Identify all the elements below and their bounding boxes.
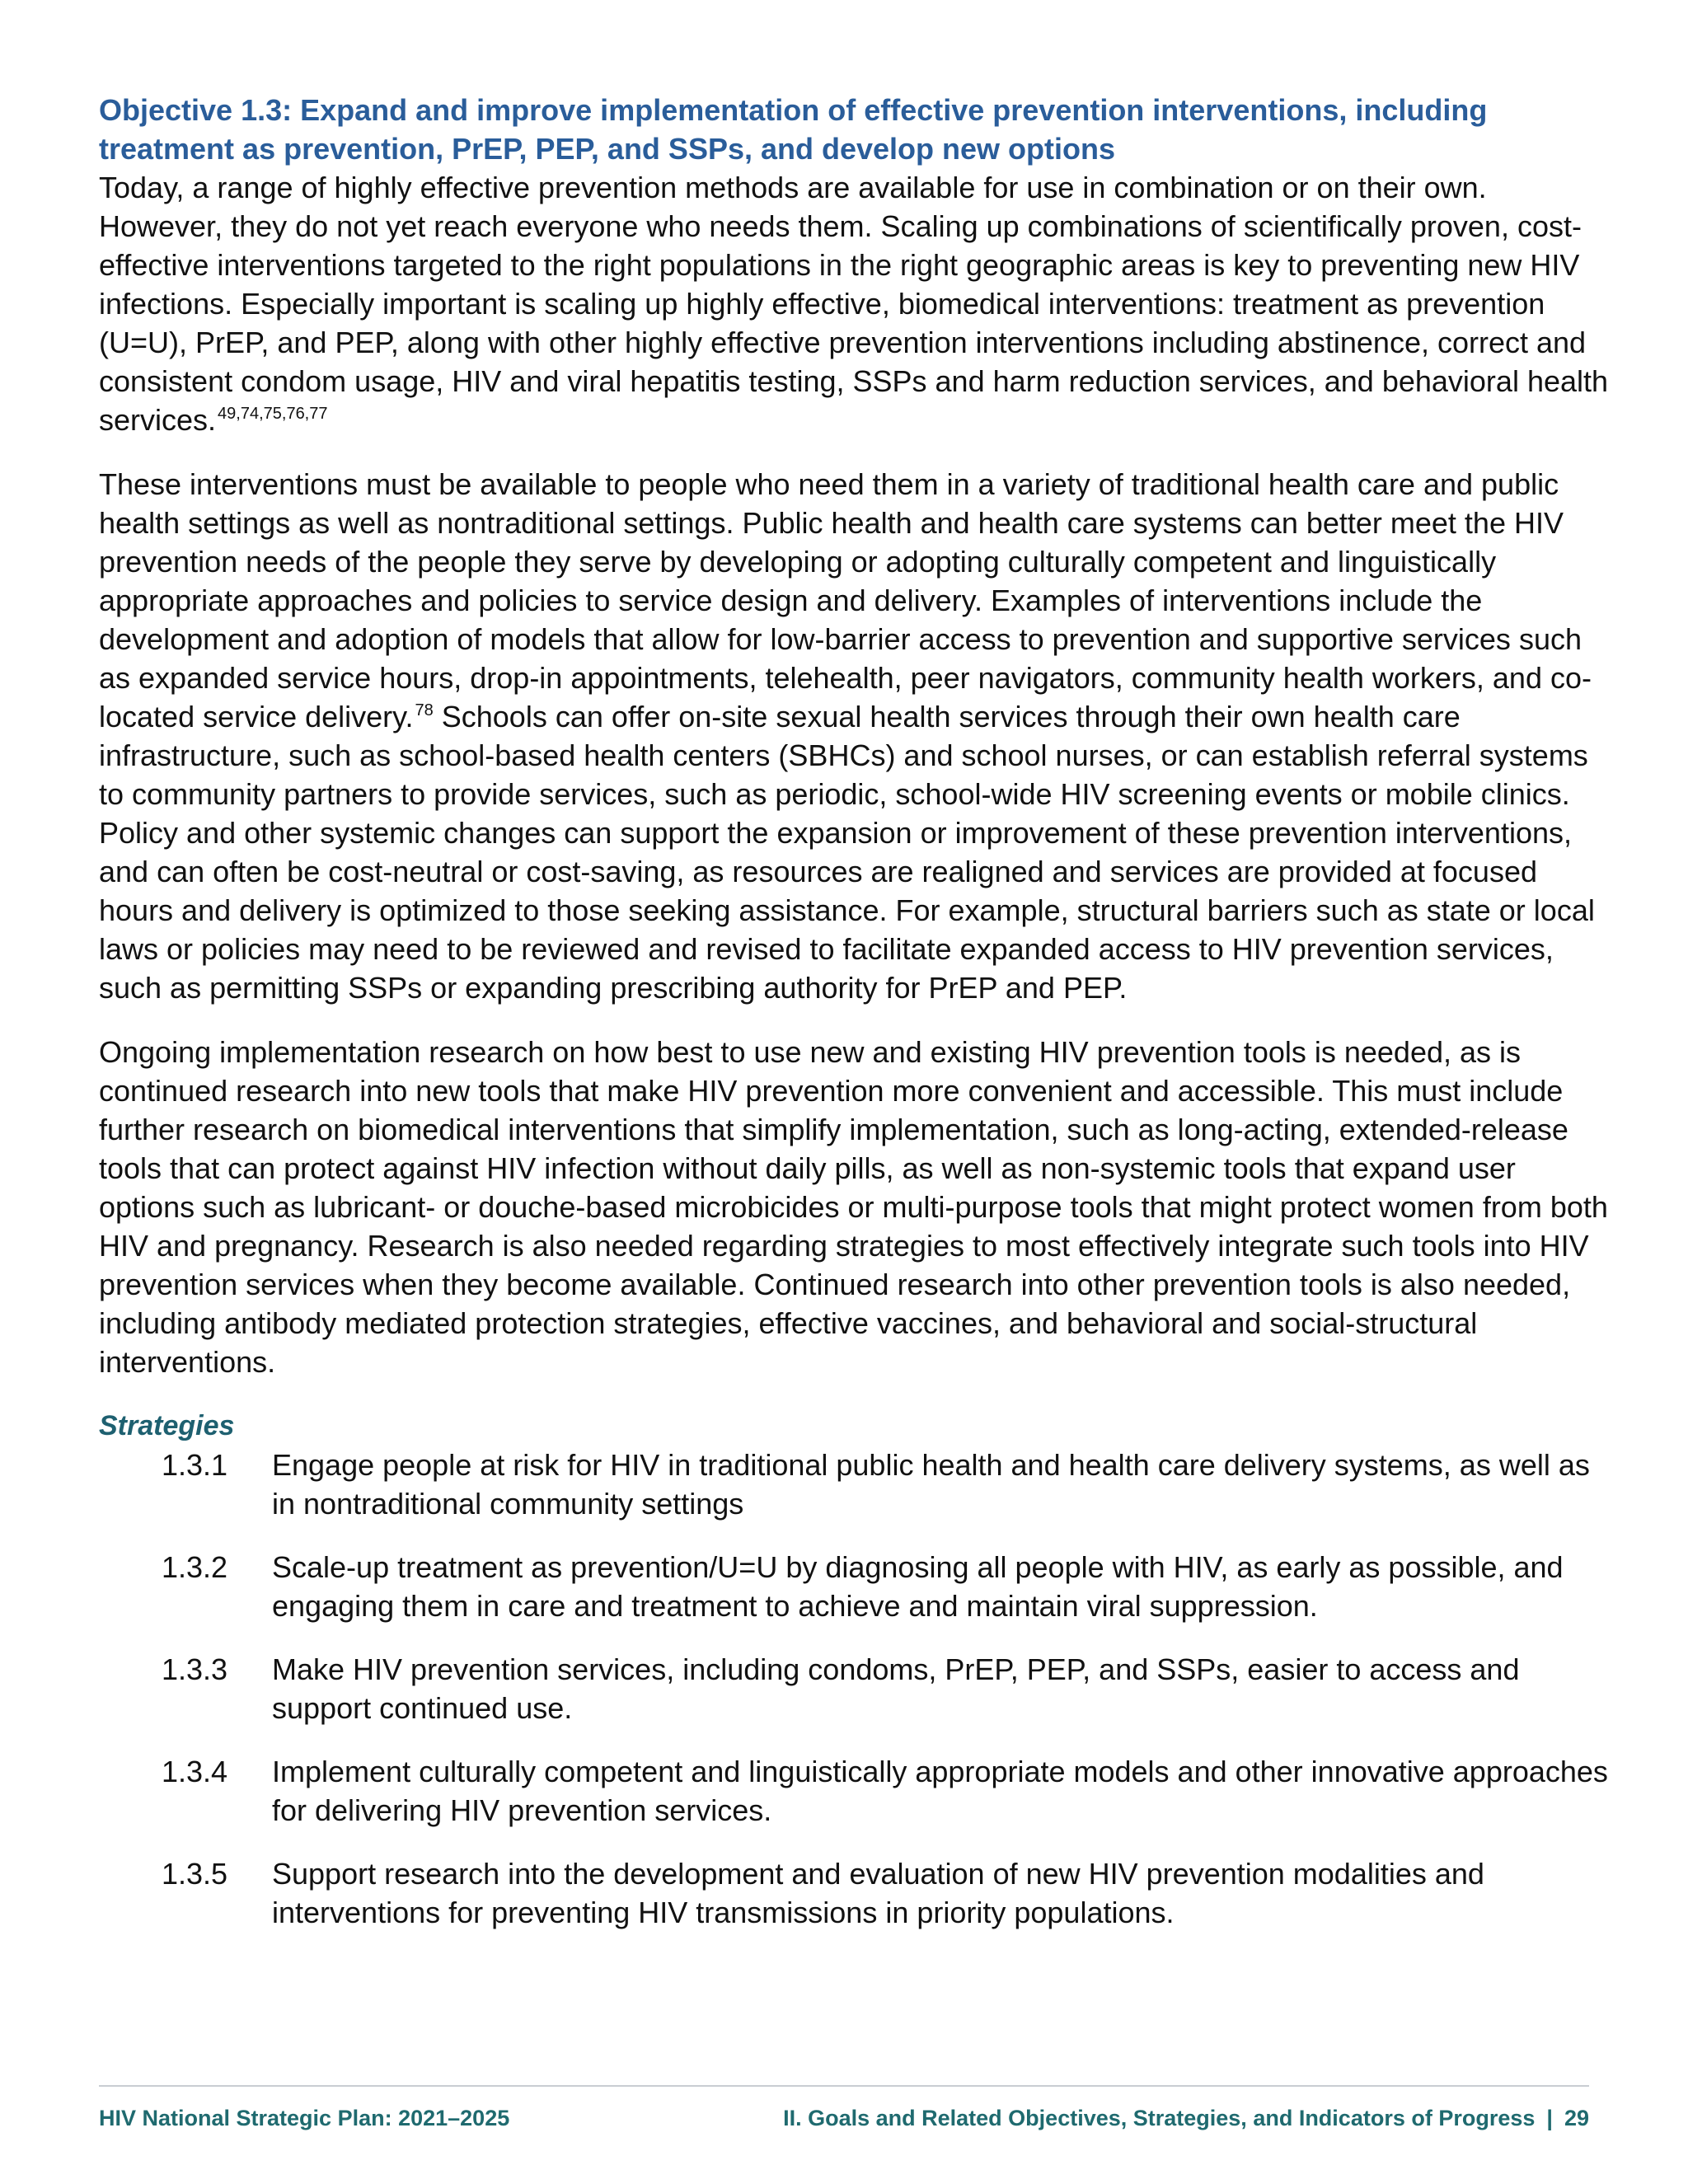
strategy-text: Implement culturally competent and linguistically appropriate models and other innovative approaches for delivering HIV prevention services. bbox=[272, 1755, 1608, 1827]
page-footer bbox=[99, 2103, 1589, 2133]
strategy-text: Support research into the development and evaluation of new HIV prevention modalities and interventions for preventing HIV transmissions in priority populations. bbox=[272, 1857, 1484, 1929]
footer-separator: | bbox=[1546, 2106, 1553, 2130]
strategy-number: 1.3.3 bbox=[162, 1652, 228, 1686]
paragraph-2 bbox=[99, 465, 1615, 1007]
page-content bbox=[99, 91, 1615, 1957]
page-number: 29 bbox=[1564, 2106, 1589, 2130]
citation-superscript: 49,74,75,76,77 bbox=[218, 405, 328, 423]
strategy-item bbox=[99, 1446, 1615, 1523]
strategy-number: 1.3.1 bbox=[162, 1448, 228, 1482]
paragraph-1-text: Today, a range of highly effective prevention methods are available for use in combination or on their own. However, they do not yet reach everyone who needs them. Scaling up combinations of scientifically proven, cost-effective interventions targeted to the right populations in the right geographic areas is key to preventing new HIV infections. Especially important is scaling up highly effective, biomedical interventions: treatment as prevention (U=U), PrEP, and PEP, along with other highly effective prevention interventions including abstinence, correct and consistent condom usage, HIV and viral hepatitis testing, SSPs and harm reduction services, and behavioral health services. bbox=[99, 171, 1609, 437]
paragraph-2-text-after: Schools can offer on-site sexual health services through their own health care infrastructure, such as school-based health centers (SBHCs) and school nurses, or can establish referral systems to community partners to provide services, such as periodic, school-wide HIV screening events or mobile clinics. Policy and other systemic changes can support the expansion or improvement of these prevention interventions, and can often be cost-neutral or cost-saving, as resources are realigned and services are provided at focused hours and delivery is optimized to those seeking assistance. For example, structural barriers such as state or local laws or policies may need to be reviewed and revised to facilitate expanded access to HIV prevention services, such as permitting SSPs or expanding prescribing authority for PrEP and PEP. bbox=[99, 700, 1595, 1005]
footer-document-title: HIV National Strategic Plan: 2021–2025 bbox=[99, 2106, 510, 2130]
objective-heading-line-2: treatment as prevention, PrEP, PEP, and SSPs, and develop new options bbox=[99, 132, 1116, 166]
strategy-item bbox=[99, 1854, 1615, 1932]
paragraph-3-text: Ongoing implementation research on how best to use new and existing HIV prevention tools is needed, as is continued research into new tools that make HIV prevention more convenient and accessible. This must include further research on biomedical interventions that simplify implementation, such as long-acting, extended-release tools that can protect against HIV infection without daily pills, as well as non-systemic tools that expand user options such as lubricant- or douche-based microbicides or multi-purpose tools that might protect women from both HIV and pregnancy. Research is also needed regarding strategies to most effectively integrate such tools into HIV prevention services when they become available. Continued research into other prevention tools is also needed, including antibody mediated protection strategies, effective vaccines, and behavioral and social-structural interventions. bbox=[99, 1035, 1608, 1379]
strategy-number: 1.3.5 bbox=[162, 1857, 228, 1891]
strategy-item bbox=[99, 1650, 1615, 1727]
strategy-text: Make HIV prevention services, including condoms, PrEP, PEP, and SSPs, easier to access and support continued use. bbox=[272, 1652, 1520, 1725]
footer-divider bbox=[99, 2085, 1589, 2087]
strategy-item bbox=[99, 1548, 1615, 1625]
objective-heading-line-1: Objective 1.3: Expand and improve implementation of effective prevention interventions, including bbox=[99, 93, 1488, 127]
strategy-number: 1.3.2 bbox=[162, 1550, 228, 1584]
paragraph-3 bbox=[99, 1033, 1615, 1381]
footer-section-title: II. Goals and Related Objectives, Strategies, and Indicators of Progress bbox=[783, 2106, 1536, 2130]
citation-superscript: 78 bbox=[415, 701, 434, 719]
strategy-number: 1.3.4 bbox=[162, 1755, 228, 1788]
paragraph-1 bbox=[99, 168, 1615, 439]
strategy-text: Scale-up treatment as prevention/U=U by diagnosing all people with HIV, as early as possible, and engaging them in care and treatment to achieve and maintain viral suppression. bbox=[272, 1550, 1564, 1623]
footer-section-info bbox=[783, 2103, 1589, 2133]
paragraph-2-text-before: These interventions must be available to people who need them in a variety of traditional health care and public health settings as well as nontraditional settings. Public health and health care systems can better meet the HIV prevention needs of the people they serve by developing or adopting culturally competent and linguistically appropriate approaches and policies to service design and delivery. Examples of interventions include the development and adoption of models that allow for low-barrier access to prevention and supportive services such as expanded service hours, drop-in appointments, telehealth, peer navigators, community health workers, and co-located service delivery. bbox=[99, 467, 1592, 733]
strategy-text: Engage people at risk for HIV in traditional public health and health care delivery systems, as well as in nontraditional community settings bbox=[272, 1448, 1590, 1521]
strategies-heading: Strategies bbox=[99, 1410, 235, 1441]
objective-heading bbox=[99, 91, 1615, 168]
strategy-item bbox=[99, 1752, 1615, 1830]
